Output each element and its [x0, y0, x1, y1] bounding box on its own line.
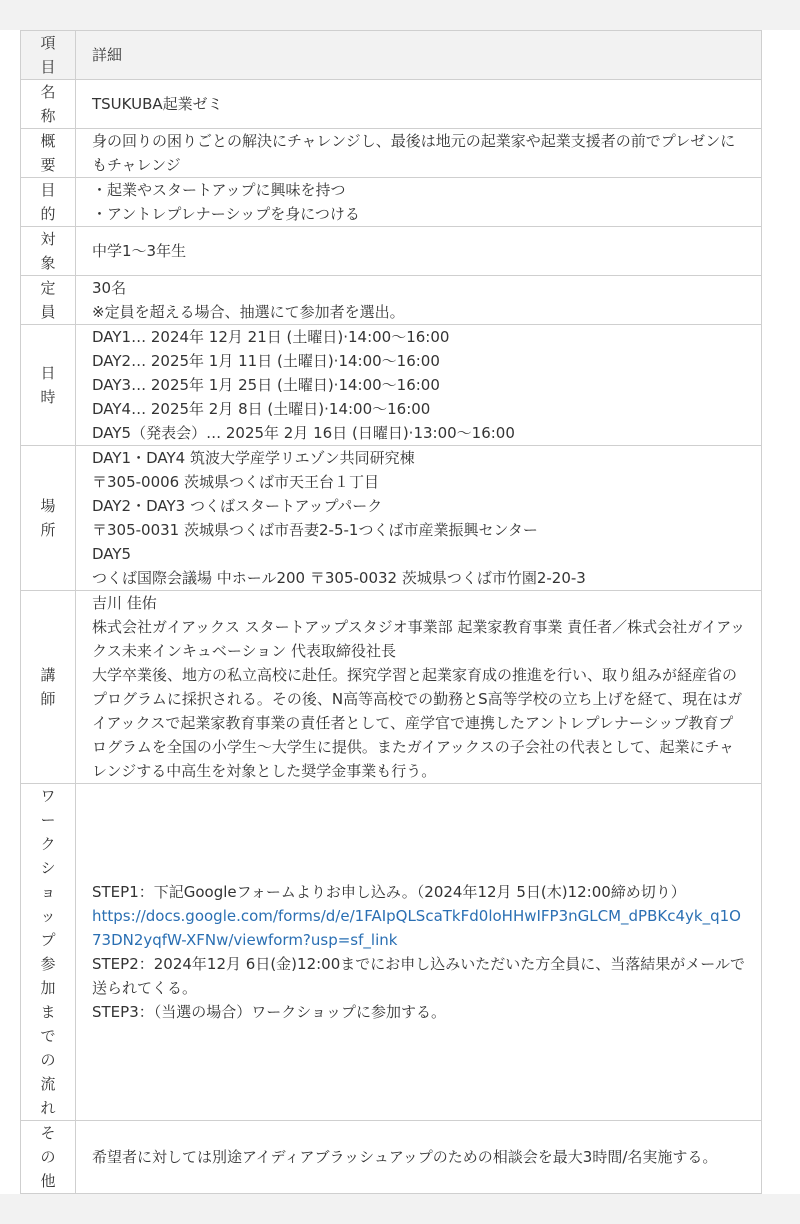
- venue-line: DAY5: [92, 545, 132, 563]
- table-row-venue: [21, 446, 762, 591]
- header-item-cell: [21, 31, 76, 80]
- purpose-line: ・起業やスタートアップに興味を持つ: [92, 181, 346, 199]
- table-row-flow: [21, 784, 762, 1121]
- value-cell-target: [76, 227, 762, 276]
- label-schedule: 日時: [40, 364, 56, 406]
- instructor-title: 株式会社ガイアックス スタートアップスタジオ事業部 起業家教育事業 責任者／株式会社ガイアックス未来インキュベーション 代表取締役社長: [92, 618, 746, 660]
- label-cell-instructor: [21, 591, 76, 784]
- venue-line: 〒305-0006 茨城県つくば市天王台１丁目: [92, 473, 379, 491]
- value-cell-overview: [76, 129, 762, 178]
- value-cell-venue: [76, 446, 762, 591]
- label-flow: ワークショップ参加までの流れ: [40, 787, 56, 1117]
- capacity-line: 30名: [92, 279, 127, 297]
- schedule-line-day4: DAY4… 2025年 2月 8日 (土曜日)·14:00〜16:00: [92, 400, 431, 418]
- event-details-table: [20, 30, 762, 1194]
- label-cell-name: [21, 80, 76, 129]
- label-other: その他: [40, 1124, 56, 1190]
- venue-line: 〒305-0031 茨城県つくば市吾妻2-5-1つくば市産業振興センター: [92, 521, 538, 539]
- label-overview: 概要: [40, 132, 56, 174]
- table-row-target: [21, 227, 762, 276]
- schedule-line-day3: DAY3… 2025年 1月 25日 (土曜日)·14:00〜16:00: [92, 376, 440, 394]
- schedule-line-day5: DAY5（発表会）… 2025年 2月 16日 (日曜日)·13:00〜16:00: [92, 424, 515, 442]
- flow-step3: STEP3：（当選の場合）ワークショップに参加する。: [92, 1003, 446, 1021]
- label-cell-overview: [21, 129, 76, 178]
- table-row-name: [21, 80, 762, 129]
- header-detail-cell: [76, 31, 762, 80]
- value-other: 希望者に対しては別途アイディアブラッシュアップのための相談会を最大3時間/名実施する。: [92, 1148, 718, 1166]
- label-cell-target: [21, 227, 76, 276]
- label-cell-schedule: [21, 325, 76, 446]
- value-cell-name: [76, 80, 762, 129]
- bottom-band: [0, 1194, 800, 1224]
- value-target: 中学1〜3年生: [92, 242, 187, 260]
- label-cell-other: [21, 1121, 76, 1194]
- table-row-overview: [21, 129, 762, 178]
- value-cell-instructor: [76, 591, 762, 784]
- label-purpose: 目的: [40, 181, 56, 223]
- label-cell-venue: [21, 446, 76, 591]
- google-form-link[interactable]: https://docs.google.com/forms/d/e/1FAIpQLScaTkFd0loHHwIFP3nGLCM_dPBKc4yk_q1O73DN2yqfW-XFNw/viewform?usp=sf_link: [92, 907, 741, 949]
- flow-step1: STEP1：下記Googleフォームよりお申し込み。（2024年12月 5日(木)12:00締め切り）: [92, 883, 686, 901]
- venue-line: DAY2・DAY3 つくばスタートアップパーク: [92, 497, 383, 515]
- venue-line: つくば国際会議場 中ホール200 〒305-0032 茨城県つくば市竹園2-20-3: [92, 569, 586, 587]
- table-row-schedule: [21, 325, 762, 446]
- label-target: 対象: [40, 230, 56, 272]
- flow-step2: STEP2：2024年12月 6日(金)12:00までにお申し込みいただいた方全員に、当落結果がメールで送られてくる。: [92, 955, 745, 997]
- value-cell-flow: [76, 784, 762, 1121]
- schedule-line-day1: DAY1… 2024年 12月 21日 (土曜日)·14:00〜16:00: [92, 328, 450, 346]
- label-name: 名称: [40, 83, 56, 125]
- value-cell-schedule: [76, 325, 762, 446]
- header-item-label: 項目: [40, 34, 56, 76]
- value-overview: 身の回りの困りごとの解決にチャレンジし、最後は地元の起業家や起業支援者の前でプレゼンにもチャレンジ: [92, 132, 736, 174]
- table-row-instructor: [21, 591, 762, 784]
- schedule-line-day2: DAY2… 2025年 1月 11日 (土曜日)·14:00〜16:00: [92, 352, 440, 370]
- value-cell-other: [76, 1121, 762, 1194]
- value-cell-capacity: [76, 276, 762, 325]
- table-row-purpose: [21, 178, 762, 227]
- label-cell-purpose: [21, 178, 76, 227]
- label-instructor: 講師: [40, 666, 56, 708]
- purpose-line: ・アントレプレナーシップを身につける: [92, 205, 360, 223]
- header-detail-label: 詳細: [92, 46, 123, 64]
- value-cell-purpose: [76, 178, 762, 227]
- table-row-other: [21, 1121, 762, 1194]
- value-name: TSUKUBA起業ゼミ: [92, 95, 223, 113]
- venue-line: DAY1・DAY4 筑波大学産学リエゾン共同研究棟: [92, 449, 415, 467]
- instructor-name: 吉川 佳佑: [92, 594, 157, 612]
- label-capacity: 定員: [40, 279, 56, 321]
- table-row-capacity: [21, 276, 762, 325]
- top-band: [0, 0, 800, 30]
- capacity-note: ※定員を超える場合、抽選にて参加者を選出。: [92, 303, 405, 321]
- instructor-bio: 大学卒業後、地方の私立高校に赴任。探究学習と起業家育成の推進を行い、取り組みが経産省のプログラムに採択される。その後、N高等高校での勤務とS高等学校の立ち上げを経て、現在はガイアックスで起業家教育事業の責任者として、産学官で連携したアントレプレナーシップ教育プログラムを全国の小学生〜大学生に提供。またガイアックスの子会社の代表として、起業にチャレンジする中高生を対象とした奨学金事業も行う。: [92, 666, 743, 780]
- label-cell-flow: [21, 784, 76, 1121]
- table-header-row: [21, 31, 762, 80]
- label-venue: 場所: [40, 497, 56, 539]
- label-cell-capacity: [21, 276, 76, 325]
